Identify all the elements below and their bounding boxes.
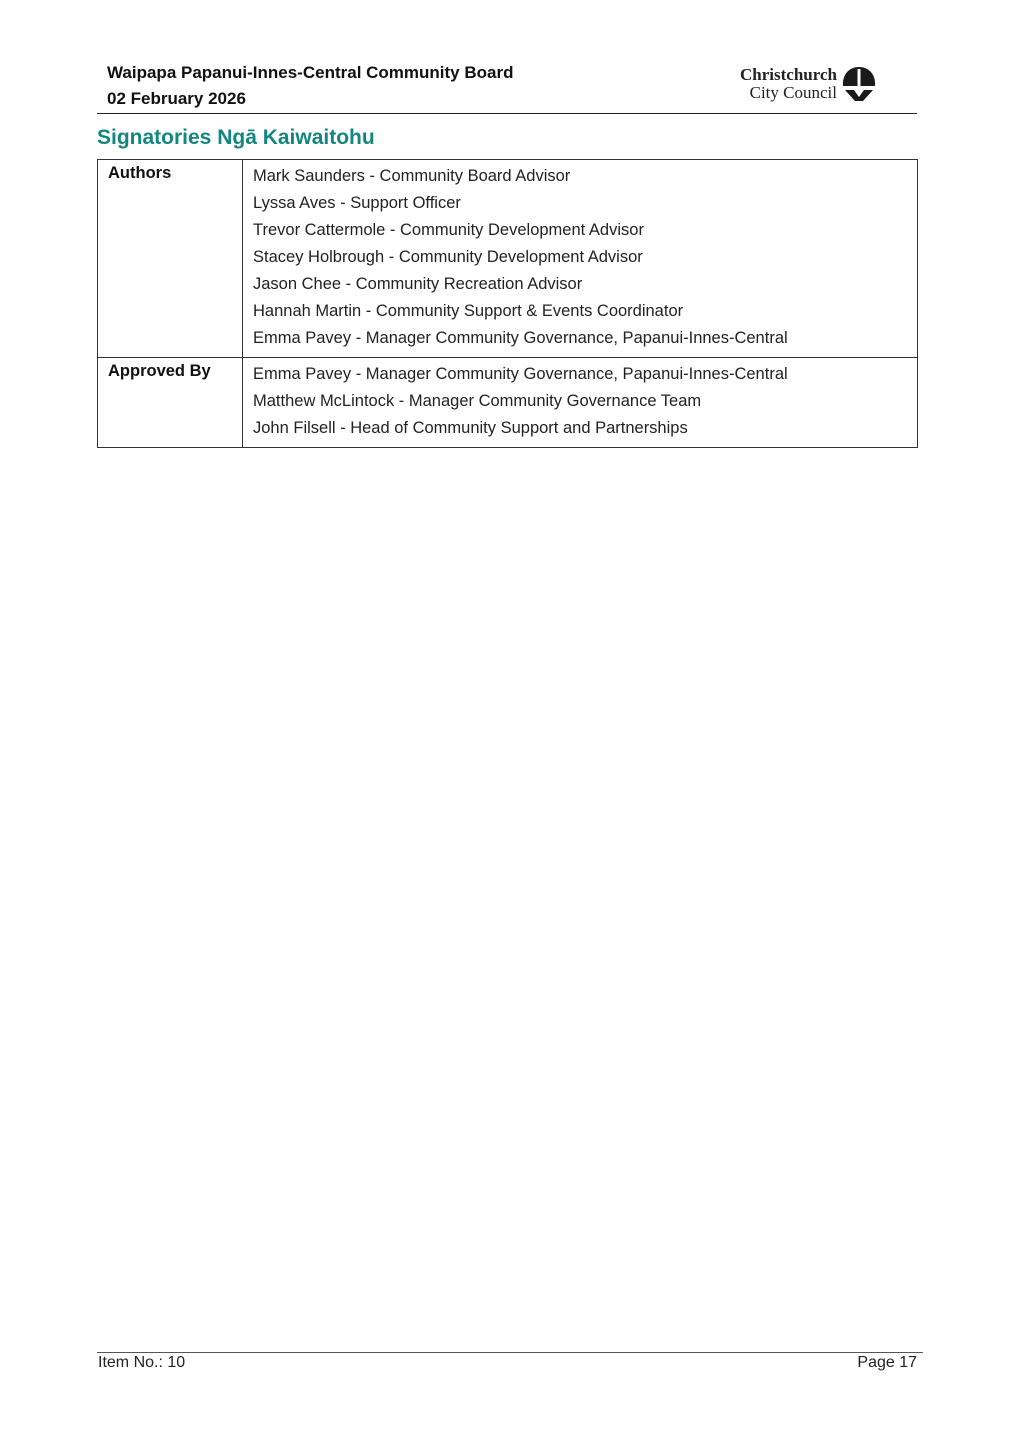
table-row	[98, 160, 918, 358]
authors-cell	[243, 160, 918, 358]
approved-by-cell	[243, 358, 918, 448]
page-footer	[97, 1352, 923, 1371]
list-item: Mark Saunders - Community Board Advisor	[253, 167, 571, 185]
page-number: Page 17	[857, 1354, 917, 1371]
board-name: Waipapa Papanui-Innes-Central Community Board	[107, 63, 514, 82]
list-item: Jason Chee - Community Recreation Advisor	[253, 275, 583, 293]
list-item: John Filsell - Head of Community Support and Partnerships	[253, 419, 688, 437]
list-item: Emma Pavey - Manager Community Governance, Papanui-Innes-Central	[253, 365, 788, 383]
approved-by-label: Approved By	[98, 358, 243, 448]
logo-text-line2: City Council	[749, 83, 837, 102]
signatories-table	[97, 159, 918, 448]
section-title: Signatories Ngā Kaiwaitohu	[97, 126, 375, 149]
table-row	[98, 358, 918, 448]
meeting-date: 02 February 2026	[107, 89, 246, 108]
list-item: Trevor Cattermole - Community Development Advisor	[253, 221, 644, 239]
logo-text-line1: Christchurch	[740, 65, 837, 84]
list-item: Emma Pavey - Manager Community Governance, Papanui-Innes-Central	[253, 329, 788, 347]
page-header	[97, 58, 917, 114]
council-logo	[717, 62, 897, 104]
list-item: Hannah Martin - Community Support & Events Coordinator	[253, 302, 684, 320]
list-item: Matthew McLintock - Manager Community Governance Team	[253, 392, 702, 410]
list-item: Lyssa Aves - Support Officer	[253, 194, 461, 212]
authors-label: Authors	[98, 160, 243, 358]
list-item: Stacey Holbrough - Community Development Advisor	[253, 248, 643, 266]
council-emblem-icon	[839, 64, 879, 104]
item-number: Item No.: 10	[98, 1354, 186, 1371]
